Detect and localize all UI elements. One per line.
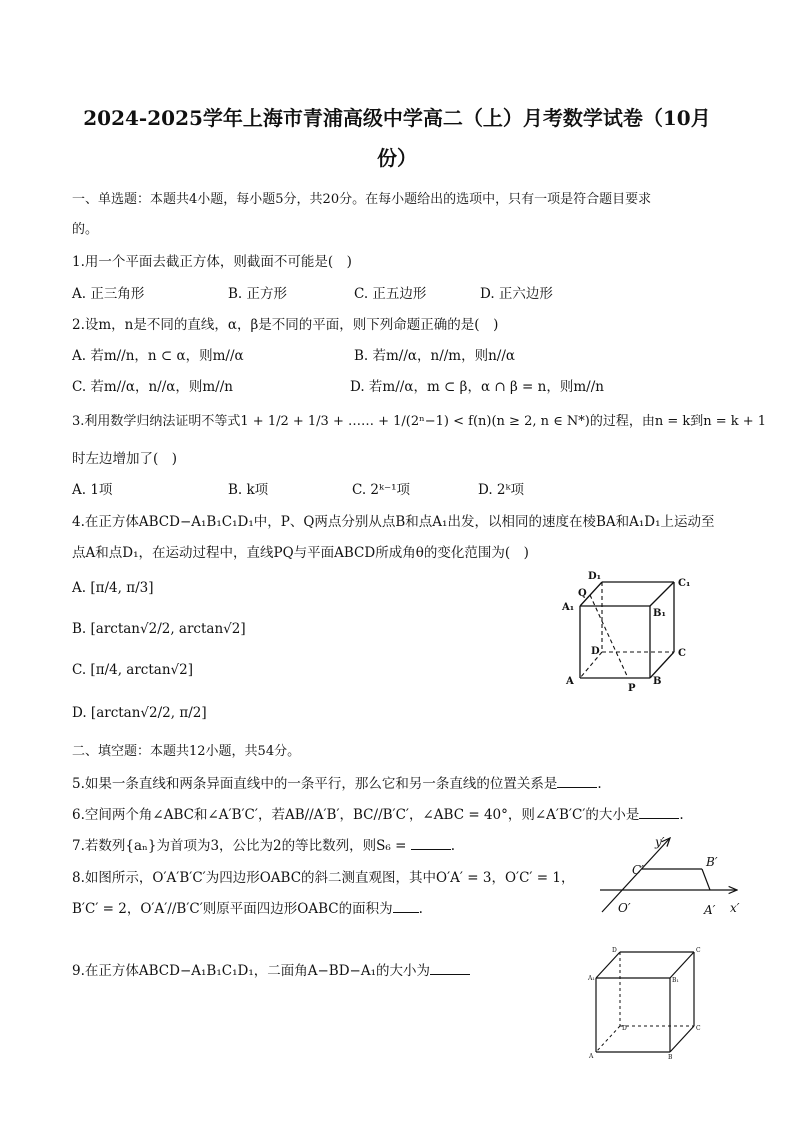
q4-stem-cont: 点A和点D₁，在运动过程中，直线PQ与平面ABCD所成角θ的变化范围为( ) <box>72 545 529 561</box>
q3-option-a: A. 1项 <box>72 482 113 498</box>
label-q: Q <box>578 588 587 599</box>
q1-option-b: B. 正方形 <box>228 286 288 302</box>
label-c1: C₁ <box>678 578 691 589</box>
label-y-prime: y′ <box>655 835 665 849</box>
label-a1-small: A₁ <box>588 975 595 982</box>
q9-text: 9.在正方体ABCD−A₁B₁C₁D₁，二面角A−BD−A₁的大小为 <box>72 963 431 979</box>
q9-answer-blank[interactable] <box>430 962 470 975</box>
q5-stem: 5.如果一条直线和两条异面直线中的一条平行，那么它和另一条直线的位置关系是 . <box>72 776 602 792</box>
section1-header-cont: 的。 <box>72 222 99 237</box>
label-x-prime: x′ <box>730 901 740 915</box>
q2-option-c: C. 若m//α，n//α，则m//n <box>72 379 233 395</box>
label-d1: D₁ <box>588 571 602 582</box>
q7-answer-blank[interactable] <box>411 837 451 850</box>
label-c1-small: C <box>696 947 701 954</box>
q1-option-c: C. 正五边形 <box>354 286 427 302</box>
label-a-prime: A′ <box>704 903 716 917</box>
q3-stem-cont: 时左边增加了( ) <box>72 451 178 467</box>
q3-option-d: D. 2ᵏ项 <box>478 482 524 498</box>
label-c-prime: C′ <box>632 863 644 877</box>
label-d-small: D <box>622 1025 627 1032</box>
q6-answer-blank[interactable] <box>639 806 679 819</box>
q2-option-b: B. 若m//α，n//m，则n//α <box>354 348 516 364</box>
q6-text: 6.空间两个角∠ABC和∠A′B′C′，若AB//A′B′，BC//B′C′，∠ABC = 40°，则∠A′B′C′的大小是 <box>72 807 640 823</box>
q4-option-a: A. [π/4, π/3] <box>72 580 154 596</box>
label-a1: A₁ <box>562 602 575 613</box>
q2-option-a: A. 若m//n，n ⊂ α，则m//α <box>72 348 244 364</box>
label-b1-small: B₁ <box>672 977 679 984</box>
q1-option-d: D. 正六边形 <box>480 286 553 302</box>
q6-stem: 6.空间两个角∠ABC和∠A′B′C′，若AB//A′B′，BC//B′C′，∠ABC = 40°，则∠A′B′C′的大小是 . <box>72 807 684 823</box>
label-b: B <box>653 676 662 687</box>
q7-text: 7.若数列{aₙ}为首项为3，公比为2的等比数列，则S₆ = <box>72 838 407 854</box>
q8-answer-blank[interactable] <box>393 900 419 913</box>
q5-text: 5.如果一条直线和两条异面直线中的一条平行，那么它和另一条直线的位置关系是 <box>72 776 558 792</box>
label-c-small: C <box>696 1025 701 1032</box>
q9-cube-figure <box>586 944 706 1060</box>
q8-oblique-figure <box>592 832 748 924</box>
q1-option-a: A. 正三角形 <box>72 286 145 302</box>
q4-option-d: D. [arctan√2/2, π/2] <box>72 705 207 721</box>
label-c: C <box>678 648 686 659</box>
q8-text: B′C′ = 2，O′A′//B′C′则原平面四边形OABC的面积为 <box>72 901 393 917</box>
q5-answer-blank[interactable] <box>557 775 597 788</box>
q4-option-c: C. [π/4, arctan√2] <box>72 662 193 678</box>
label-d1-small: D <box>612 947 617 954</box>
q3-option-c: C. 2ᵏ⁻¹项 <box>352 482 410 498</box>
label-a: A <box>566 676 574 687</box>
q9-stem <box>72 959 470 979</box>
label-b1: B₁ <box>653 608 666 619</box>
q1-stem: 1.用一个平面去截正方体，则截面不可能是( ) <box>72 254 352 270</box>
section2-header: 二、填空题：本题共12小题，共54分。 <box>72 744 301 759</box>
section1-header: 一、单选题：本题共4小题，每小题5分，共20分。在每小题给出的选项中，只有一项是符合题目要求 <box>72 192 652 207</box>
label-o-prime: O′ <box>618 901 631 915</box>
exam-title-line2: 份） <box>377 146 417 170</box>
q8-stem-cont: B′C′ = 2，O′A′//B′C′则原平面四边形OABC的面积为 . <box>72 901 423 917</box>
q4-cube-figure <box>560 568 700 696</box>
label-d: D <box>591 646 600 657</box>
q7-stem: 7.若数列{aₙ}为首项为3，公比为2的等比数列，则S₆ = . <box>72 838 455 854</box>
q4-option-b: B. [arctan√2/2, arctan√2] <box>72 621 246 637</box>
q4-stem: 4.在正方体ABCD−A₁B₁C₁D₁中，P、Q两点分别从点B和点A₁出发，以相同的速度在棱BA和A₁D₁上运动至 <box>72 514 715 530</box>
q2-option-d: D. 若m//α，m ⊂ β，α ∩ β = n，则m//n <box>350 379 604 395</box>
label-p: P <box>628 683 636 694</box>
label-b-small: B <box>668 1054 673 1060</box>
q8-stem: 8.如图所示，O′A′B′C′为四边形OABC的斜二测直观图，其中O′A′ = 3，O′C′ = 1， <box>72 870 575 886</box>
exam-title-line1: 2024-2025学年上海市青浦高级中学高二（上）月考数学试卷（10月 <box>83 106 711 130</box>
label-b-prime: B′ <box>706 855 718 869</box>
q2-stem: 2.设m，n是不同的直线，α，β是不同的平面，则下列命题正确的是( ) <box>72 317 499 333</box>
label-a-small: A <box>589 1053 594 1060</box>
q3-stem: 3.利用数学归纳法证明不等式1 + 1/2 + 1/3 + …… + 1/(2ⁿ−1) < f(n)(n ≥ 2, n ∈ N*)的过程，由n = k到n = k + 1 <box>72 414 767 429</box>
q3-option-b: B. k项 <box>228 482 269 498</box>
